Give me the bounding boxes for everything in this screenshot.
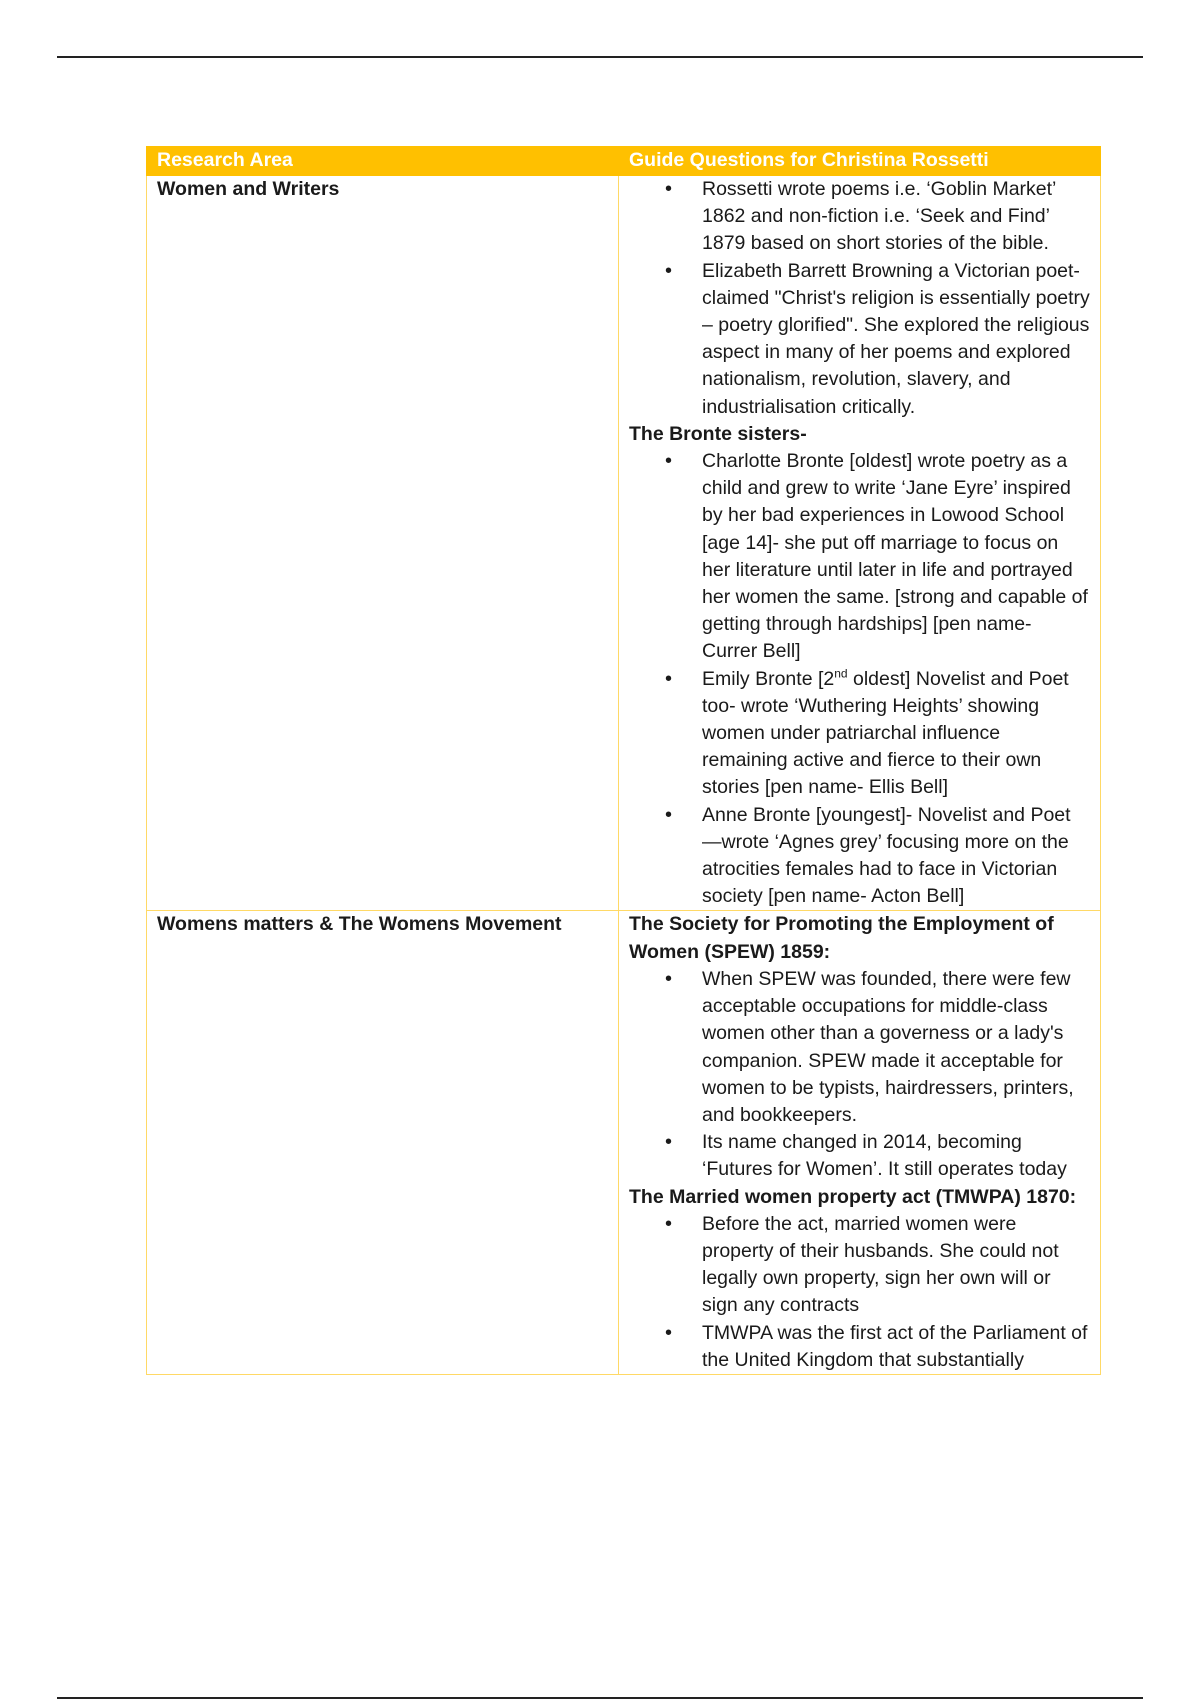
research-area-cell: Womens matters & The Womens Movement	[147, 911, 619, 1374]
section-heading: The Society for Promoting the Employment of Women (SPEW) 1859:	[629, 913, 1054, 963]
list-item: • Its name changed in 2014, becoming ‘Futures for Women’. It still operates today	[702, 1129, 1090, 1183]
list-item: • When SPEW was founded, there were few acceptable occupations for middle-class women other than a governess or a lady's companion. SPEW made it acceptable for women to be typists, hairdressers, printers, and bookkeepers.	[702, 966, 1090, 1129]
table-row	[147, 911, 1101, 1374]
bullet-list	[629, 176, 1090, 421]
header-rule	[57, 56, 1143, 58]
table-row	[147, 176, 1101, 911]
header-research-area: Research Area	[147, 147, 619, 176]
footer-rule	[57, 1697, 1143, 1699]
research-table	[146, 146, 1101, 1375]
list-item: • Anne Bronte [youngest]- Novelist and Poet—wrote ‘Agnes grey’ focusing more on the atrocities females had to face in Victorian society [pen name- Acton Bell]	[702, 802, 1090, 911]
header-guide-questions: Guide Questions for Christina Rossetti	[619, 147, 1101, 176]
section-heading: The Married women property act (TMWPA) 1870:	[629, 1185, 1077, 1208]
section-heading: The Bronte sisters-	[629, 422, 807, 445]
list-item: • Elizabeth Barrett Browning a Victorian poet- claimed "Christ's religion is essentially poetry – poetry glorified". She explored the religious aspect in many of her poems and explored nationalism, revolution, slavery, and industrialisation critically.	[702, 258, 1090, 421]
research-area-cell: Women and Writers	[147, 176, 619, 911]
list-item-text: oldest] Novelist and Poet too- wrote ‘Wuthering Heights’ showing women under patriarchal influence remaining active and fierce to their own stories [pen name- Ellis Bell]	[702, 667, 1069, 799]
list-item: • Charlotte Bronte [oldest] wrote poetry as a child and grew to write ‘Jane Eyre’ inspired by her bad experiences in Lowood School [age 14]- she put off marriage to focus on her literature until later in life and portrayed her women the same. [strong and capable of getting through hardships] [pen name- Currer Bell]	[702, 448, 1090, 666]
list-item	[702, 666, 1090, 802]
list-item: • Rossetti wrote poems i.e. ‘Goblin Market’ 1862 and non-fiction i.e. ‘Seek and Find’ 1879 based on short stories of the bible.	[702, 176, 1090, 258]
list-item-text: Emily Bronte [2	[702, 667, 835, 690]
list-item: • Before the act, married women were property of their husbands. She could not legally own property, sign her own will or sign any contracts	[702, 1211, 1090, 1320]
guide-questions-cell	[619, 176, 1101, 911]
guide-questions-cell	[619, 911, 1101, 1374]
bullet-list	[629, 448, 1090, 910]
table-header-row	[147, 147, 1101, 176]
list-item: • TMWPA was the first act of the Parliament of the United Kingdom that substantially	[702, 1320, 1090, 1374]
ordinal-suffix: nd	[834, 666, 848, 681]
bullet-list	[629, 966, 1090, 1184]
bullet-list	[629, 1211, 1090, 1374]
